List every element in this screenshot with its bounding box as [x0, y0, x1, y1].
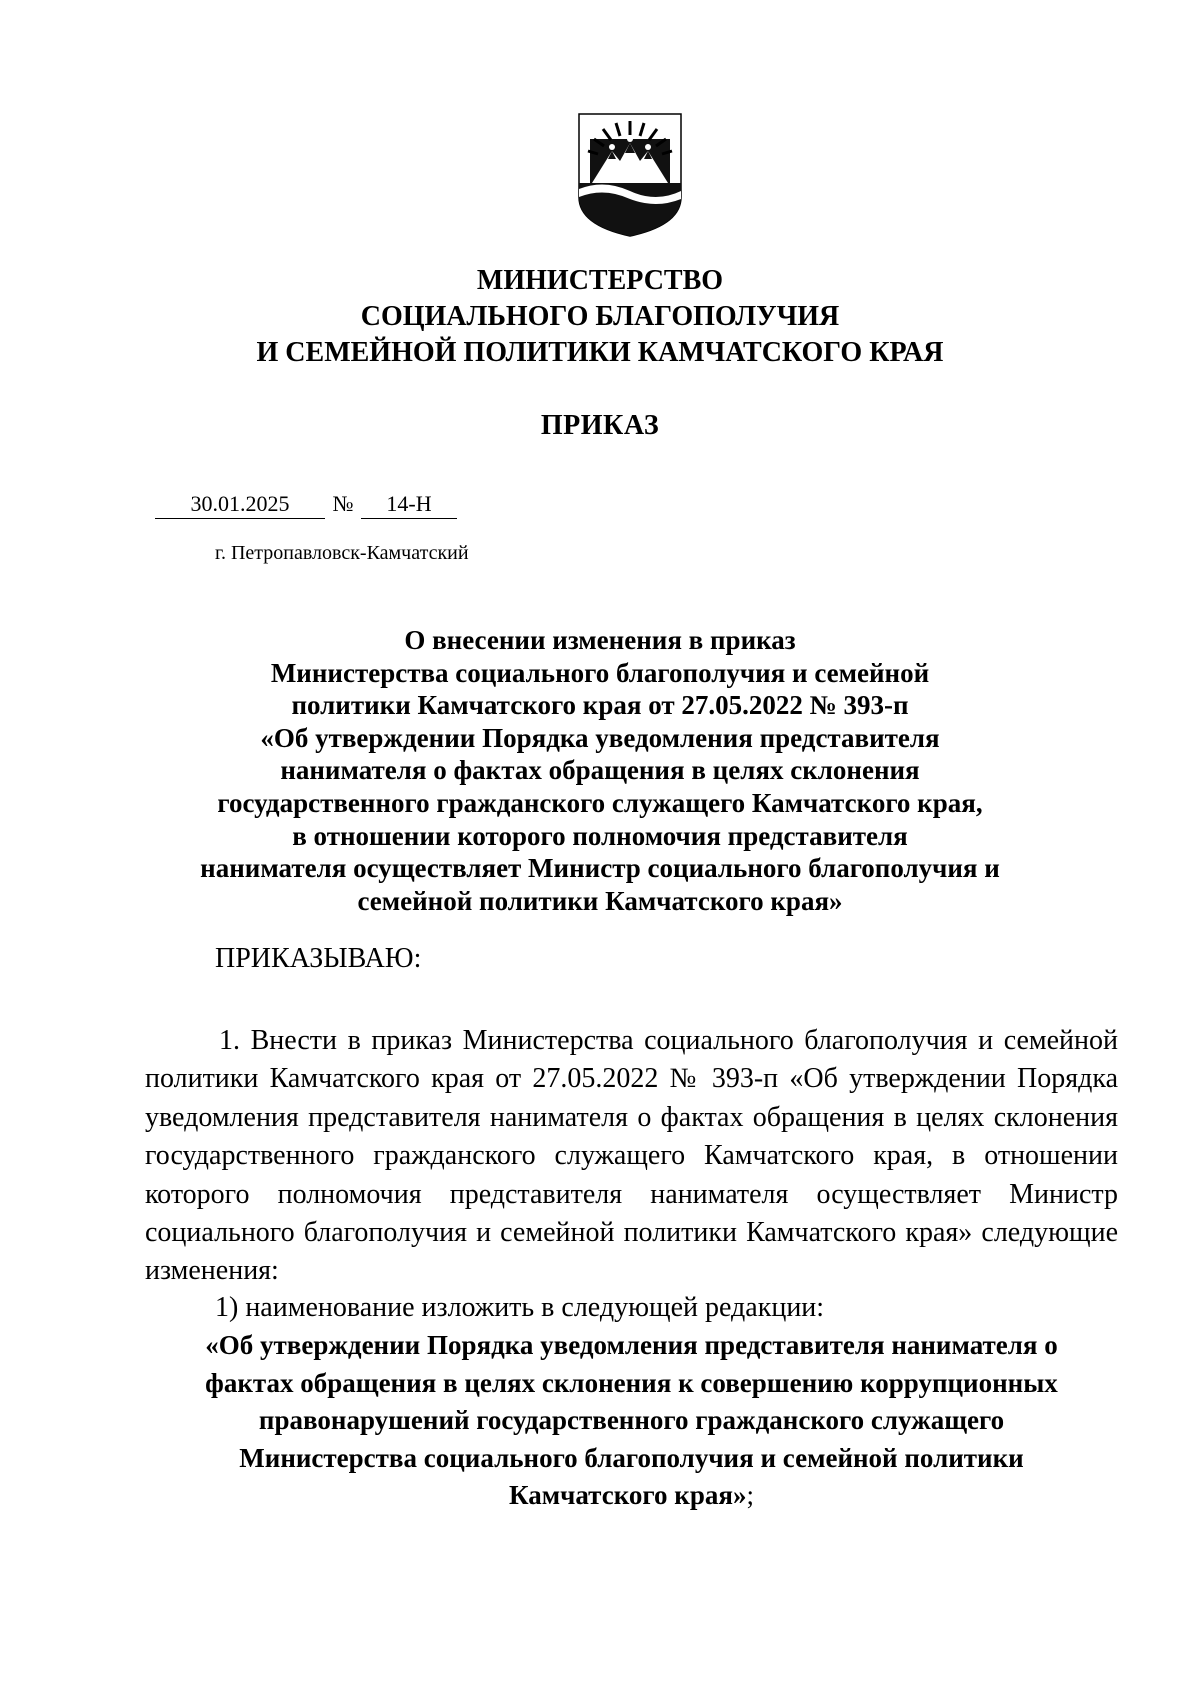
- quote-line-last: [145, 1477, 1118, 1515]
- paragraph-1: 1. Внести в приказ Министерства социального благополучия и семейной политики Камчатского края от 27.05.2022 № 393-п «Об утверждении Порядка уведомления представителя нанимателя о фактах обращения в целях склонения государственного гражданского служащего Камчатского края, в отношении которого полномочия представителя нанимателя осуществляет Министр социального благополучия и семейной политики Камчатского края» следующие изменения:: [145, 1025, 1118, 1287]
- ministry-name-line-1: МИНИСТЕРСТВО: [476, 265, 724, 296]
- heading-line: государственного гражданского служащего Камчатского края,: [217, 787, 983, 818]
- number-sign: №: [332, 491, 354, 516]
- order-date: 30.01.2025: [155, 490, 325, 519]
- ministry-name-line-2: СОЦИАЛЬНОГО БЛАГОПОЛУЧИЯ: [360, 301, 840, 332]
- quote-line: Министерства социального благополучия и семейной политики: [239, 1442, 1024, 1473]
- order-date-number: [155, 490, 457, 519]
- subitem-1: 1) наименование изложить в следующей редакции:: [215, 1292, 825, 1323]
- quote-line: «Об утверждении Порядка уведомления представителя нанимателя о: [205, 1330, 1058, 1360]
- heading-line: нанимателя о фактах обращения в целях склонения: [280, 755, 920, 786]
- new-title-quote: [145, 1327, 1118, 1515]
- quote-line: фактах обращения в целях склонения к совершению коррупционных: [205, 1367, 1058, 1398]
- heading-line: «Об утверждении Порядка уведомления представителя: [260, 722, 940, 753]
- quote-last-bold: Камчатского края»: [509, 1480, 747, 1510]
- quote-line: правонарушений государственного гражданского служащего: [258, 1405, 1005, 1435]
- heading-line: Министерства социального благополучия и семейной: [270, 657, 930, 688]
- heading-line: в отношении которого полномочия представителя: [292, 820, 908, 851]
- heading-line: семейной политики Камчатского края»: [357, 885, 843, 916]
- heading-line: нанимателя осуществляет Министр социального благополучия и: [200, 853, 1000, 884]
- document-heading: [130, 624, 1070, 917]
- heading-line: О внесении изменения в приказ: [404, 625, 796, 655]
- ministry-name-line-3: И СЕМЕЙНОЙ ПОЛИТИКИ КАМЧАТСКОГО КРАЯ: [256, 337, 944, 368]
- document-type: ПРИКАЗ: [540, 410, 660, 441]
- decree-word: ПРИКАЗЫВАЮ:: [215, 943, 422, 974]
- city-name: г. Петропавловск-Камчатский: [215, 542, 469, 564]
- quote-last-tail: ;: [746, 1480, 754, 1510]
- order-number: 14-Н: [361, 490, 457, 519]
- heading-line: политики Камчатского края от 27.05.2022 № 393-п: [291, 690, 909, 721]
- coat-of-arms-icon: [578, 113, 682, 237]
